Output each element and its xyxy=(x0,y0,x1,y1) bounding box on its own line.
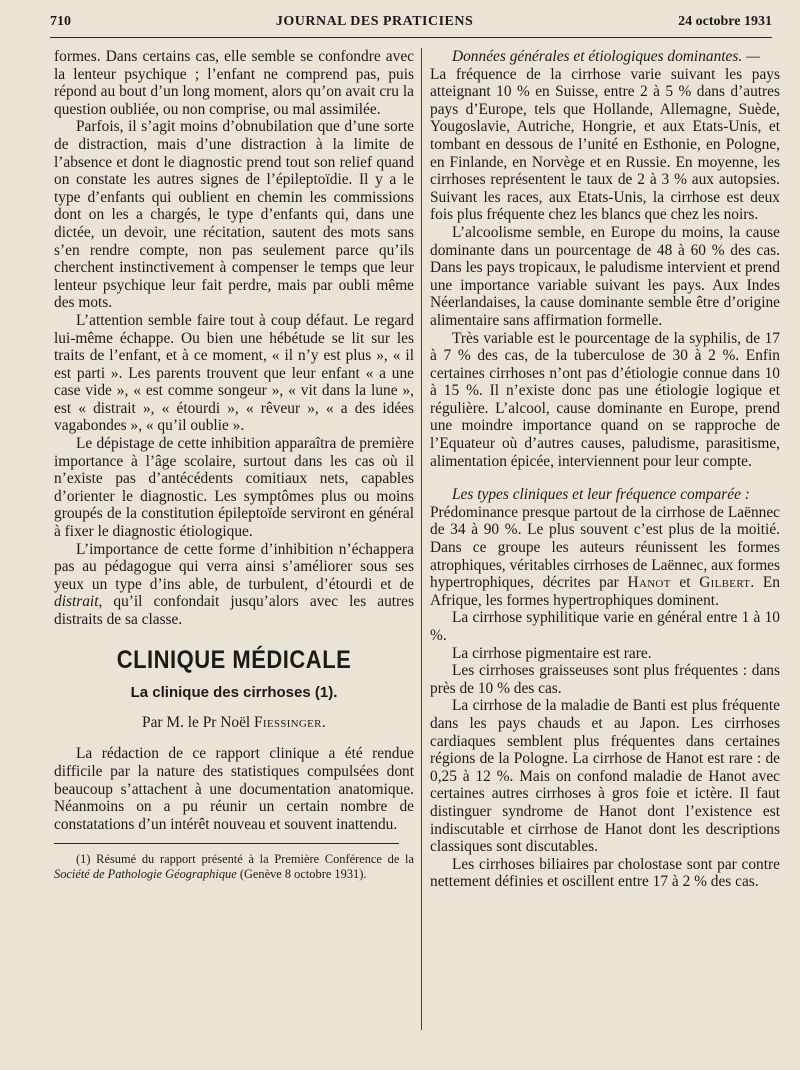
left-column xyxy=(54,48,414,1060)
paragraph: Le dépistage de cette inhibition apparaîtra de première importance à l’âge scolaire, surtout dans les cas où il n’existe pas d’antécédents comitiaux nets, capables d’orienter le diagnostic. Les symptômes plus ou moins groupés de la constitution épileptoïde serviront en général à fixer le diagnostic étiologique. xyxy=(54,435,414,541)
column-divider xyxy=(421,48,422,1030)
byline-prefix: Par M. le Pr Noël xyxy=(142,713,255,731)
emphasis-text: Société de Pathologie Géographique xyxy=(54,867,237,882)
footnote-rule xyxy=(54,843,399,844)
paragraph xyxy=(54,541,414,629)
paragraph: L’alcoolisme semble, en Europe du moins, la cause dominante dans un pourcentage de 48 à 60 % des cas. Dans les pays tropicaux, le paludisme intervient et prend une importance variable suivant les pays. Aux Indes Néerlandaises, la cause dominante semble être d’origine alimentaire sans affirmation formelle. xyxy=(430,223,780,329)
page-number: 710 xyxy=(50,14,71,29)
header-rule xyxy=(50,37,772,38)
paragraph xyxy=(430,504,780,610)
right-column xyxy=(430,48,780,1060)
subheading: Données générales et étiologiques dominantes. — xyxy=(452,48,760,65)
paragraph: Très variable est le pourcentage de la syphilis, de 17 à 7 % des cas, de la tuberculose de 30 à 2 %. Enfin certaines cirrhoses n’ont pas d’étiologie connue dans 10 à 15 %. Il n’existe donc pas une étiologie logique et régulière. L’alcool, cause dominante en Europe, prend une moindre importance quand on se rapproche de l’Equateur où d’autres causes, paludisme, parasitisme, alimentation épicée, interviennent pour leur compte. xyxy=(430,329,780,470)
paragraph: Parfois, il s’agit moins d’obnubilation que d’une sorte de distraction, mais d’une distraction à la limite de l’absence et dont le diagnostic prend tout son relief quand on constate les autres signes de l’épileptoïdie. Il y a le type d’enfants qui oublient en chemin les commissions dont on les a chargés, le type d’enfants qui, dans une dictée, un devoir, une récitation, sautent des mots sans s’en rendre compte, non pas seulement parce qu’ils cherchent instinctivement à compenser le temps que leur lenteur psychique leur fait perdre, mais par oubli même des mots. xyxy=(54,118,414,312)
paragraph: Les cirrhoses biliaires par cholostase sont par contre nettement définies et oscillent entre 17 à 2 % des cas. xyxy=(430,855,780,891)
section-title: CLINIQUE MÉDICALE xyxy=(116,644,352,674)
text-run: L’importance de cette forme d’inhibition n’échappera pas au pédagogue qui verra ainsi s’améliorer sous ses yeux un type d’ins able, de turbulent, d’étourdi et de xyxy=(54,540,414,593)
text-run: , qu’il confondait jusqu’alors avec les autres distraits de sa classe. xyxy=(54,593,414,628)
spacer xyxy=(430,470,780,486)
article-title: La clinique des cirrhoses (1). xyxy=(130,684,338,702)
paragraph: La rédaction de ce rapport clinique a été rendue difficile par la nature des statistiques compulsées dont beaucoup s’attachent à une documentation anatomique. Néanmoins on a pu réunir un certain nombre de constatations d’un intérêt nouveau et souvent inattendu. xyxy=(54,745,414,833)
author-name: Fiessinger. xyxy=(254,713,326,731)
subheading: Les types cliniques et leur fréquence comparée : xyxy=(452,486,750,504)
paragraph: Les cirrhoses graisseuses sont plus fréquentes : dans près de 10 % des cas. xyxy=(430,662,780,697)
text-run: (1) Résumé du rapport présenté à la Première Conférence de la xyxy=(76,852,414,867)
issue-date: 24 octobre 1931 xyxy=(678,14,772,29)
paragraph: formes. Dans certains cas, elle semble se confondre avec la lenteur psychique ; l’enfant ne comprend pas, puis répond au bout d’un long moment, alors qu’on avait cru la question oubliée, ou non comprise, ou mal assimilée. xyxy=(54,48,414,118)
paragraph: La cirrhose syphilitique varie en général entre 1 à 10 %. xyxy=(430,609,780,644)
paragraph: L’attention semble faire tout à coup défaut. Le regard lui-même échappe. Ou bien une hébétude se lit sur les traits de l’enfant, et à ce moment, « il n’y est plus », « il est parti ». Les parents trouvent que leur enfant « a une case vide », « est comme songeur », « vit dans la lune », est « distrait », « étourdi », « rêveur », « a des idées vagabondes », « qu’il oublie ». xyxy=(54,311,414,435)
emphasis-text: distrait xyxy=(54,593,99,611)
footnote xyxy=(54,852,414,882)
journal-title: JOURNAL DES PRATICIENS xyxy=(275,14,474,29)
paragraph: La fréquence de la cirrhose varie suivant les pays atteignant 10 % en Suisse, entre 2 à 5 % dans d’autres pays d’Europe, tels que Hollande, Allemagne, Suède, Yougoslavie, Autriche, Hongrie, et aux Etats-Unis, et tombant en dessous de l’unité en Esthonie, en Pologne, en Finlande, en Norvège et en Russie. En moyenne, les cirrhoses représentent le taux de 2 à 3 % aux autopsies. Suivant les races, aux Etats-Unis, la cirrhose est deux fois plus fréquente chez les blancs que chez les noirs. xyxy=(430,65,780,224)
paragraph: La cirrhose pigmentaire est rare. xyxy=(452,644,652,662)
text-run: (Genève 8 octobre 1931). xyxy=(236,867,367,882)
byline xyxy=(54,714,414,732)
text-run: et xyxy=(670,574,700,592)
author-name: Hanot xyxy=(627,574,671,592)
text-run: Prédominance presque partout de la cirrhose de Laënnec de 34 à 90 %. Le plus souvent c’est plus de la moitié. Dans ce groupe les auteurs réunissent les formes atrophiques, véritables cirrhoses de Laënnec, aux formes hypertrophiques, décrites par xyxy=(430,503,780,592)
paragraph: La cirrhose de la maladie de Banti est plus fréquente dans les pays chauds et au Japon. Les cirrhoses cardiaques semblent plus fréquentes dans certaines régions de la Pologne. La cirrhose de Hanot est rare : de 0,25 à 12 %. Mais on confond maladie de Hanot avec certaines autres cirrhoses à gros foie et ictère. Il faut distinguer syndrome de Hanot dont l’existence est indiscutable et cirrhose de Hanot dont les descriptions classiques sont discutables. xyxy=(430,697,780,856)
author-name: Gilbert xyxy=(699,574,751,592)
page-header xyxy=(50,10,772,34)
text-run: . En Afrique, les formes hypertrophiques dominent. xyxy=(430,574,780,609)
